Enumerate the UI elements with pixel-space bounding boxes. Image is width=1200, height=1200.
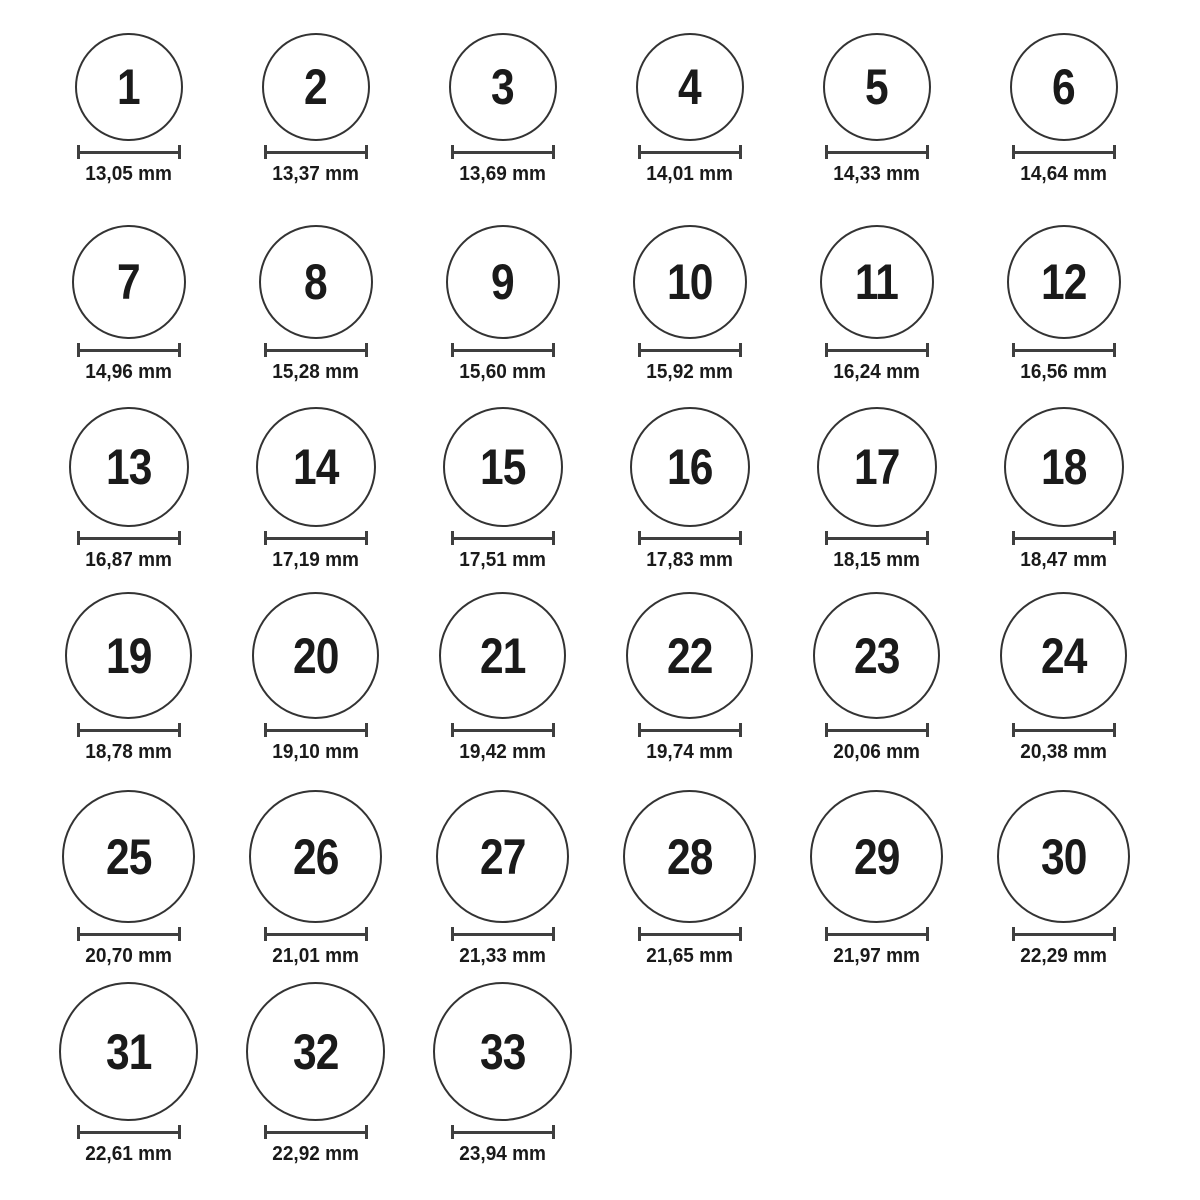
diameter-measure-line bbox=[825, 723, 929, 737]
ring-size-number: 22 bbox=[666, 627, 713, 684]
ring-size-number: 2 bbox=[304, 59, 327, 115]
ring-circle bbox=[62, 790, 195, 923]
ring-circle bbox=[1007, 225, 1121, 339]
ring-size-number: 21 bbox=[479, 627, 526, 684]
ring-size-item-6 bbox=[970, 0, 1157, 186]
ring-size-item-11 bbox=[783, 186, 970, 384]
diameter-label: 19,74 mm bbox=[646, 741, 733, 763]
ring-size-number: 8 bbox=[304, 254, 327, 310]
diameter-label: 18,15 mm bbox=[833, 549, 920, 571]
ring-size-item-19 bbox=[35, 572, 222, 764]
ring-circle bbox=[626, 592, 753, 719]
diameter-measure-line bbox=[451, 723, 555, 737]
ring-size-item-7 bbox=[35, 186, 222, 384]
ring-size-number: 3 bbox=[491, 59, 514, 115]
ring-circle bbox=[246, 982, 385, 1121]
ring-size-number: 26 bbox=[292, 828, 339, 885]
diameter-label: 23,94 mm bbox=[459, 1143, 546, 1165]
ring-circle bbox=[65, 592, 192, 719]
ring-size-number: 28 bbox=[666, 828, 713, 885]
diameter-label: 18,47 mm bbox=[1020, 549, 1107, 571]
ring-size-item-32 bbox=[222, 968, 409, 1166]
diameter-label: 21,33 mm bbox=[459, 945, 546, 967]
diameter-measure-line bbox=[825, 927, 929, 941]
ring-size-item-28 bbox=[596, 764, 783, 968]
diameter-measure-line bbox=[77, 343, 181, 357]
diameter-label: 22,29 mm bbox=[1020, 945, 1107, 967]
ring-size-item-27 bbox=[409, 764, 596, 968]
ring-size-item-20 bbox=[222, 572, 409, 764]
ring-circle bbox=[259, 225, 373, 339]
ring-circle bbox=[823, 33, 931, 141]
diameter-label: 17,51 mm bbox=[459, 549, 546, 571]
ring-size-number: 17 bbox=[853, 439, 900, 495]
diameter-label: 20,06 mm bbox=[833, 741, 920, 763]
ring-size-number: 31 bbox=[105, 1023, 152, 1080]
ring-size-number: 25 bbox=[105, 828, 152, 885]
ring-circle bbox=[436, 790, 569, 923]
ring-size-number: 27 bbox=[479, 828, 526, 885]
ring-circle bbox=[446, 225, 560, 339]
ring-size-number: 6 bbox=[1052, 59, 1075, 115]
ring-size-item-12 bbox=[970, 186, 1157, 384]
ring-circle bbox=[1000, 592, 1127, 719]
diameter-label: 15,28 mm bbox=[272, 361, 359, 383]
diameter-measure-line bbox=[77, 145, 181, 159]
diameter-measure-line bbox=[1012, 145, 1116, 159]
ring-circle bbox=[69, 407, 189, 527]
ring-size-item-16 bbox=[596, 384, 783, 572]
ring-size-item-25 bbox=[35, 764, 222, 968]
ring-size-number: 15 bbox=[479, 439, 526, 495]
diameter-measure-line bbox=[1012, 531, 1116, 545]
diameter-label: 22,61 mm bbox=[85, 1143, 172, 1165]
ring-size-item-14 bbox=[222, 384, 409, 572]
ring-size-number: 19 bbox=[105, 627, 152, 684]
ring-circle bbox=[443, 407, 563, 527]
ring-size-item-15 bbox=[409, 384, 596, 572]
diameter-measure-line bbox=[1012, 927, 1116, 941]
ring-size-number: 14 bbox=[292, 439, 339, 495]
diameter-label: 16,24 mm bbox=[833, 361, 920, 383]
diameter-measure-line bbox=[451, 145, 555, 159]
ring-circle bbox=[449, 33, 557, 141]
diameter-measure-line bbox=[825, 531, 929, 545]
ring-circle bbox=[636, 33, 744, 141]
ring-size-number: 33 bbox=[479, 1023, 526, 1080]
diameter-measure-line bbox=[264, 343, 368, 357]
diameter-measure-line bbox=[77, 723, 181, 737]
ring-circle bbox=[813, 592, 940, 719]
diameter-label: 14,33 mm bbox=[833, 163, 920, 185]
diameter-measure-line bbox=[77, 1125, 181, 1139]
ring-size-item-30 bbox=[970, 764, 1157, 968]
ring-circle bbox=[59, 982, 198, 1121]
diameter-label: 14,64 mm bbox=[1020, 163, 1107, 185]
diameter-measure-line bbox=[1012, 723, 1116, 737]
ring-size-item-9 bbox=[409, 186, 596, 384]
diameter-label: 20,38 mm bbox=[1020, 741, 1107, 763]
ring-circle bbox=[820, 225, 934, 339]
diameter-measure-line bbox=[77, 531, 181, 545]
diameter-measure-line bbox=[1012, 343, 1116, 357]
ring-circle bbox=[75, 33, 183, 141]
ring-circle bbox=[623, 790, 756, 923]
diameter-label: 19,10 mm bbox=[272, 741, 359, 763]
ring-size-number: 32 bbox=[292, 1023, 339, 1080]
ring-size-item-24 bbox=[970, 572, 1157, 764]
ring-size-item-1 bbox=[35, 0, 222, 186]
ring-circle bbox=[630, 407, 750, 527]
ring-size-item-4 bbox=[596, 0, 783, 186]
diameter-measure-line bbox=[264, 145, 368, 159]
ring-circle bbox=[1004, 407, 1124, 527]
diameter-measure-line bbox=[638, 927, 742, 941]
diameter-label: 19,42 mm bbox=[459, 741, 546, 763]
diameter-measure-line bbox=[825, 343, 929, 357]
diameter-measure-line bbox=[264, 1125, 368, 1139]
diameter-label: 20,70 mm bbox=[85, 945, 172, 967]
ring-size-number: 16 bbox=[666, 439, 713, 495]
ring-size-number: 10 bbox=[666, 254, 713, 310]
ring-size-item-21 bbox=[409, 572, 596, 764]
ring-size-number: 5 bbox=[865, 59, 888, 115]
ring-size-item-13 bbox=[35, 384, 222, 572]
ring-circle bbox=[810, 790, 943, 923]
ring-size-number: 24 bbox=[1040, 627, 1087, 684]
diameter-measure-line bbox=[451, 1125, 555, 1139]
diameter-label: 17,83 mm bbox=[646, 549, 733, 571]
diameter-measure-line bbox=[638, 531, 742, 545]
ring-size-number: 4 bbox=[678, 59, 701, 115]
ring-size-number: 23 bbox=[853, 627, 900, 684]
diameter-measure-line bbox=[264, 927, 368, 941]
ring-circle bbox=[252, 592, 379, 719]
diameter-measure-line bbox=[638, 723, 742, 737]
diameter-measure-line bbox=[77, 927, 181, 941]
diameter-measure-line bbox=[451, 927, 555, 941]
diameter-label: 13,69 mm bbox=[459, 163, 546, 185]
diameter-measure-line bbox=[638, 343, 742, 357]
ring-size-number: 7 bbox=[117, 254, 140, 310]
diameter-label: 14,96 mm bbox=[85, 361, 172, 383]
diameter-label: 14,01 mm bbox=[646, 163, 733, 185]
diameter-measure-line bbox=[264, 531, 368, 545]
ring-size-item-3 bbox=[409, 0, 596, 186]
ring-circle bbox=[817, 407, 937, 527]
diameter-label: 17,19 mm bbox=[272, 549, 359, 571]
ring-size-item-8 bbox=[222, 186, 409, 384]
ring-size-item-29 bbox=[783, 764, 970, 968]
ring-circle bbox=[256, 407, 376, 527]
ring-circle bbox=[1010, 33, 1118, 141]
diameter-label: 22,92 mm bbox=[272, 1143, 359, 1165]
ring-size-item-33 bbox=[409, 968, 596, 1166]
diameter-label: 21,65 mm bbox=[646, 945, 733, 967]
ring-size-item-23 bbox=[783, 572, 970, 764]
ring-circle bbox=[72, 225, 186, 339]
ring-size-number: 18 bbox=[1040, 439, 1087, 495]
ring-size-number: 20 bbox=[292, 627, 339, 684]
diameter-measure-line bbox=[451, 531, 555, 545]
ring-size-number: 11 bbox=[854, 254, 899, 310]
ring-size-number: 9 bbox=[491, 254, 514, 310]
ring-size-item-17 bbox=[783, 384, 970, 572]
diameter-label: 15,60 mm bbox=[459, 361, 546, 383]
ring-circle bbox=[249, 790, 382, 923]
diameter-measure-line bbox=[825, 145, 929, 159]
ring-size-number: 12 bbox=[1040, 254, 1087, 310]
ring-size-number: 30 bbox=[1040, 828, 1087, 885]
ring-size-item-10 bbox=[596, 186, 783, 384]
diameter-label: 13,37 mm bbox=[272, 163, 359, 185]
ring-size-item-26 bbox=[222, 764, 409, 968]
ring-circle bbox=[262, 33, 370, 141]
diameter-label: 21,01 mm bbox=[272, 945, 359, 967]
diameter-measure-line bbox=[264, 723, 368, 737]
ring-size-item-2 bbox=[222, 0, 409, 186]
ring-size-item-31 bbox=[35, 968, 222, 1166]
ring-circle bbox=[433, 982, 572, 1121]
ring-circle bbox=[633, 225, 747, 339]
diameter-label: 13,05 mm bbox=[85, 163, 172, 185]
ring-circle bbox=[439, 592, 566, 719]
ring-size-item-18 bbox=[970, 384, 1157, 572]
ring-size-number: 1 bbox=[117, 59, 140, 115]
diameter-measure-line bbox=[638, 145, 742, 159]
diameter-label: 16,56 mm bbox=[1020, 361, 1107, 383]
diameter-measure-line bbox=[451, 343, 555, 357]
ring-size-number: 29 bbox=[853, 828, 900, 885]
ring-size-item-22 bbox=[596, 572, 783, 764]
ring-size-number: 13 bbox=[105, 439, 152, 495]
ring-size-item-5 bbox=[783, 0, 970, 186]
diameter-label: 18,78 mm bbox=[85, 741, 172, 763]
ring-circle bbox=[997, 790, 1130, 923]
diameter-label: 21,97 mm bbox=[833, 945, 920, 967]
diameter-label: 15,92 mm bbox=[646, 361, 733, 383]
diameter-label: 16,87 mm bbox=[85, 549, 172, 571]
